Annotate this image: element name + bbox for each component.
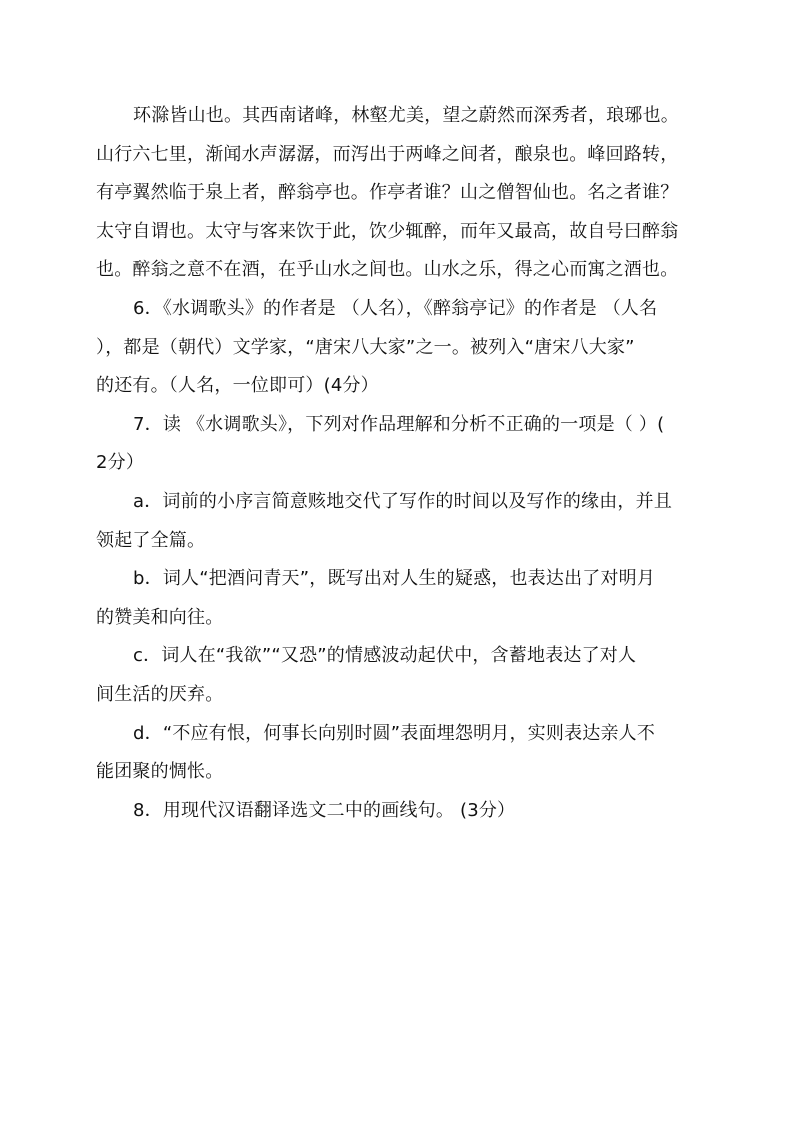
text-line: 7．读 《水调歌头》，下列对作品理解和分析不正确的一项是（ ）( xyxy=(133,413,665,435)
text-line: 领起了全篇。 xyxy=(96,529,206,551)
text-line: 有亭翼然临于泉上者，醉翁亭也。作亭者谁？山之僧智仙也。名之者谁？ xyxy=(96,182,679,204)
question-8 xyxy=(96,792,700,831)
text-line: 太守自谓也。太守与客来饮于此，饮少辄醉，而年又最高，故自号曰醉翁 xyxy=(96,220,679,242)
text-line: b．词人“把酒问青天”，既写出对人生的疑惑，也表达出了对明月 xyxy=(133,568,656,590)
question-6 xyxy=(96,290,700,406)
text-line: ），都是（朝代）文学家，“唐宋八大家”之一。被列入“唐宋八大家” xyxy=(96,336,635,358)
text-line: 间生活的厌弃。 xyxy=(96,683,224,705)
text-line: 山行六七里，渐闻水声潺潺，而泻出于两峰之间者，酿泉也。峰回路转， xyxy=(96,143,679,165)
text-line: 环滁皆山也。其西南诸峰，林壑尤美，望之蔚然而深秀者，琅琊也。 xyxy=(133,105,679,126)
text-line: a．词前的小序言简意赅地交代了写作的时间以及写作的缘由，并且 xyxy=(133,490,673,512)
text-line: 8．用现代汉语翻译选文二中的画线句。 (3分） xyxy=(133,799,516,821)
document-page xyxy=(96,97,700,830)
option-b xyxy=(96,560,700,637)
text-line: 的还有。（人名，一位即可）(4分） xyxy=(96,375,379,397)
text-line: 6．《水调歌头》的作者是 （人名），《醉翁亭记》的作者是 （人名 xyxy=(133,297,658,319)
passage-paragraph xyxy=(96,97,700,290)
option-c xyxy=(96,637,700,714)
text-line: 能团聚的惆怅。 xyxy=(96,761,224,783)
question-7 xyxy=(96,406,700,483)
text-line: c．词人在“我欲”“又恐”的情感波动起伏中，含蓄地表达了对人 xyxy=(133,645,637,667)
option-d xyxy=(96,715,700,792)
text-line: 也。醉翁之意不在酒，在乎山水之间也。山水之乐，得之心而寓之酒也。 xyxy=(96,259,679,281)
text-line: d．“不应有恨，何事长向别时圆”表面埋怨明月，实则表达亲人不 xyxy=(133,722,656,744)
text-line: 2分） xyxy=(96,452,145,474)
text-line: 的赞美和向往。 xyxy=(96,606,224,628)
option-a xyxy=(96,483,700,560)
